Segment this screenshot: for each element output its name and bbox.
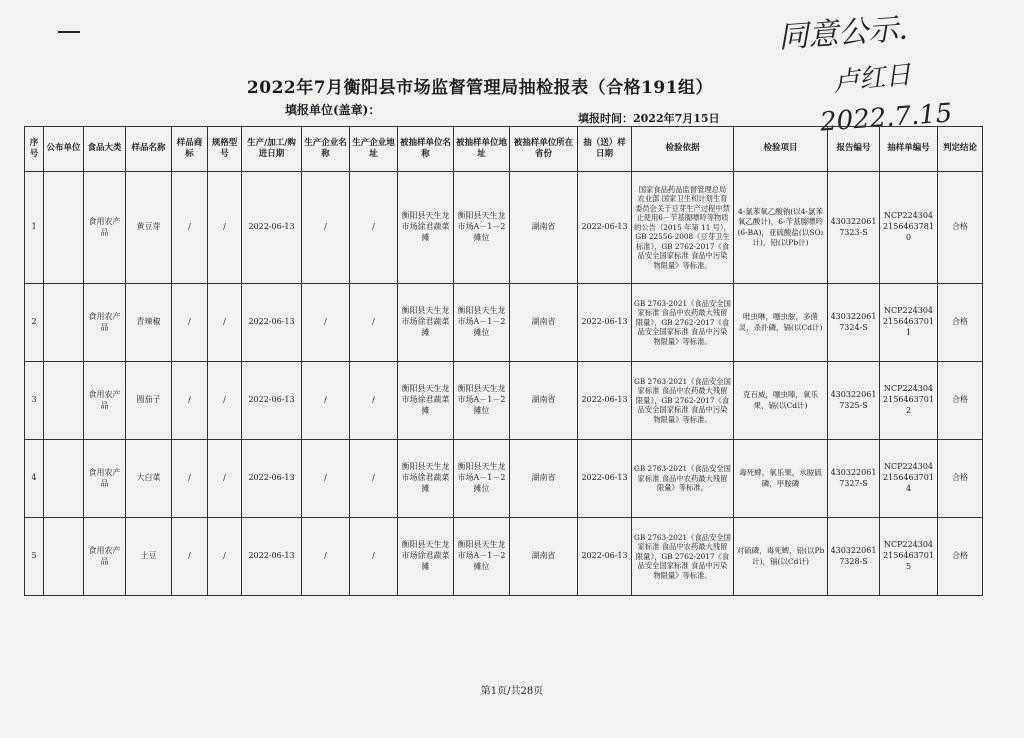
cell-report-no: 4303220617324-S	[828, 284, 880, 362]
cell-sample-date: 2022-06-13	[578, 518, 632, 596]
cell-producer: /	[302, 284, 350, 362]
cell-publisher	[44, 172, 84, 284]
cell-publisher	[44, 284, 84, 362]
header-cell: 生产企业名称	[302, 127, 350, 172]
table-row	[25, 518, 983, 596]
cell-province: 湖南省	[510, 172, 578, 284]
cell-result: 合格	[938, 362, 983, 440]
header-cell: 抽（送）样日期	[578, 127, 632, 172]
cell-sheet-no: NCP22430421564637015	[880, 518, 938, 596]
cell-result: 合格	[938, 284, 983, 362]
cell-spec: /	[208, 172, 242, 284]
handwritten-date: 2022.7.15	[819, 98, 954, 138]
cell-producer-address: /	[350, 172, 398, 284]
header-cell: 序号	[25, 127, 44, 172]
cell-production-date: 2022-06-13	[242, 284, 302, 362]
cell-no: 5	[25, 518, 44, 596]
cell-category: 食用农产品	[84, 440, 126, 518]
cell-producer: /	[302, 172, 350, 284]
cell-publisher	[44, 362, 84, 440]
cell-producer-address: /	[350, 518, 398, 596]
cell-publisher	[44, 440, 84, 518]
cell-sampled-unit: 衡阳县天生龙市场徐君蔬菜摊	[398, 362, 454, 440]
table-row	[25, 440, 983, 518]
reporting-unit-label: 填报单位(盖章)：	[285, 103, 381, 117]
header-cell: 抽样单编号	[880, 127, 938, 172]
cell-sampled-unit: 衡阳县天生龙市场徐君蔬菜摊	[398, 440, 454, 518]
header-cell: 公布单位	[44, 127, 84, 172]
cell-province: 湖南省	[510, 518, 578, 596]
table-header-row	[25, 127, 983, 172]
header-cell: 检验项目	[734, 127, 828, 172]
cell-sampled-address: 衡阳县天生龙市场A－1－2摊位	[454, 172, 510, 284]
cell-no: 3	[25, 362, 44, 440]
cell-sampled-address: 衡阳县天生龙市场A－1－2摊位	[454, 284, 510, 362]
cell-category: 食用农产品	[84, 362, 126, 440]
cell-no: 2	[25, 284, 44, 362]
cell-inspection-basis: GB 2763-2021《食品安全国家标准 食品中农药最大残留限量》，GB 2762-2017《食品安全国家标准 食品中污染物限量》等标准。	[632, 518, 734, 596]
cell-sample-name: 土豆	[126, 518, 172, 596]
cell-sampled-address: 衡阳县天生龙市场A－1－2摊位	[454, 518, 510, 596]
cell-sheet-no: NCP22430421564637810	[880, 172, 938, 284]
header-cell: 生产企业地址	[350, 127, 398, 172]
cell-sheet-no: NCP22430421564637011	[880, 284, 938, 362]
cell-province: 湖南省	[510, 362, 578, 440]
cell-production-date: 2022-06-13	[242, 440, 302, 518]
cell-producer: /	[302, 440, 350, 518]
cell-sample-date: 2022-06-13	[578, 362, 632, 440]
cell-sampled-unit: 衡阳县天生龙市场徐君蔬菜摊	[398, 172, 454, 284]
cell-sheet-no: NCP22430421564637012	[880, 362, 938, 440]
page-number: 第1页/共28页	[480, 686, 544, 697]
cell-report-no: 4303220617325-S	[828, 362, 880, 440]
cell-sample-date: 2022-06-13	[578, 284, 632, 362]
cell-spec: /	[208, 284, 242, 362]
cell-province: 湖南省	[510, 440, 578, 518]
cell-sample-date: 2022-06-13	[578, 440, 632, 518]
report-title: 2022年7月衡阳县市场监督管理局抽检报表（合格191组）	[246, 78, 714, 98]
cell-producer-address: /	[350, 440, 398, 518]
cell-sampled-unit: 衡阳县天生龙市场徐君蔬菜摊	[398, 284, 454, 362]
scan-mark	[58, 31, 80, 33]
header-cell: 食品大类	[84, 127, 126, 172]
cell-producer: /	[302, 362, 350, 440]
cell-sampled-address: 衡阳县天生龙市场A－1－2摊位	[454, 440, 510, 518]
cell-category: 食用农产品	[84, 172, 126, 284]
header-cell: 被抽样单位地址	[454, 127, 510, 172]
cell-brand: /	[172, 440, 208, 518]
cell-sample-name: 圆茄子	[126, 362, 172, 440]
header-cell: 样品名称	[126, 127, 172, 172]
cell-spec: /	[208, 518, 242, 596]
cell-inspection-basis: GB 2763-2021《食品安全国家标准 食品中农药最大残留限量》，GB 2762-2017《食品安全国家标准 食品中污染物限量》等标准。	[632, 284, 734, 362]
cell-sample-name: 青辣椒	[126, 284, 172, 362]
cell-spec: /	[208, 362, 242, 440]
cell-production-date: 2022-06-13	[242, 172, 302, 284]
cell-inspection-items: 4-氯苯氧乙酸钠(以4-氯苯氧乙酸计)，6-苄基腺嘌呤(6-BA)，亚硫酸盐(以SO₂计)，铅(以Pb计)	[734, 172, 828, 284]
cell-producer-address: /	[350, 284, 398, 362]
header-cell: 报告编号	[828, 127, 880, 172]
cell-sheet-no: NCP22430421564637014	[880, 440, 938, 518]
header-cell: 判定结论	[938, 127, 983, 172]
cell-sample-date: 2022-06-13	[578, 172, 632, 284]
handwritten-approval: 同意公示.	[777, 11, 909, 56]
cell-report-no: 4303220617327-S	[828, 440, 880, 518]
header-cell: 被抽样单位名称	[398, 127, 454, 172]
cell-inspection-items: 对硫磷，毒死蜱，铅(以Pb计)，镉(以Cd计)	[734, 518, 828, 596]
cell-sample-name: 黄豆芽	[126, 172, 172, 284]
header-cell: 生产/加工/购进日期	[242, 127, 302, 172]
cell-inspection-items: 毒死蜱，氧乐果，水胺硫磷，甲胺磷	[734, 440, 828, 518]
table-row	[25, 362, 983, 440]
cell-result: 合格	[938, 172, 983, 284]
cell-inspection-items: 克百威，噻虫嗪，氧乐果，镉(以Cd计)	[734, 362, 828, 440]
cell-publisher	[44, 518, 84, 596]
cell-inspection-basis: GB 2763-2021《食品安全国家标准 食品中农药最大残留限量》等标准。	[632, 440, 734, 518]
cell-category: 食用农产品	[84, 518, 126, 596]
cell-brand: /	[172, 172, 208, 284]
cell-no: 4	[25, 440, 44, 518]
cell-production-date: 2022-06-13	[242, 362, 302, 440]
cell-sampled-unit: 衡阳县天生龙市场徐君蔬菜摊	[398, 518, 454, 596]
cell-result: 合格	[938, 518, 983, 596]
table-row	[25, 172, 983, 284]
inspection-table	[24, 126, 983, 596]
cell-producer: /	[302, 518, 350, 596]
cell-result: 合格	[938, 440, 983, 518]
cell-inspection-basis: GB 2763-2021《食品安全国家标准 食品中农药最大残留限量》，GB 2762-2017《食品安全国家标准 食品中污染物限量》等标准。	[632, 362, 734, 440]
header-cell: 规格型号	[208, 127, 242, 172]
handwritten-signature: 卢红日	[831, 59, 913, 98]
cell-no: 1	[25, 172, 44, 284]
cell-report-no: 4303220617328-S	[828, 518, 880, 596]
cell-sample-name: 大白菜	[126, 440, 172, 518]
cell-brand: /	[172, 362, 208, 440]
header-cell: 被抽样单位所在省份	[510, 127, 578, 172]
cell-province: 湖南省	[510, 284, 578, 362]
cell-production-date: 2022-06-13	[242, 518, 302, 596]
cell-sampled-address: 衡阳县天生龙市场A－1－2摊位	[454, 362, 510, 440]
table-row	[25, 284, 983, 362]
cell-category: 食用农产品	[84, 284, 126, 362]
cell-spec: /	[208, 440, 242, 518]
cell-inspection-items: 吡虫啉，噻虫胺，多菌灵，杀扑磷，镉(以Cd计)	[734, 284, 828, 362]
cell-report-no: 4303220617323-S	[828, 172, 880, 284]
cell-brand: /	[172, 284, 208, 362]
cell-producer-address: /	[350, 362, 398, 440]
cell-brand: /	[172, 518, 208, 596]
reporting-date-label: 填报时间：2022年7月15日	[578, 112, 720, 125]
cell-inspection-basis: 国家食品药品监督管理总局 农业部 国家卫生和计划生育委员会关于豆芽生产过程中禁止使用6－苄基腺嘌呤等物质的公告（2015 年第 11 号），GB 22556-2008《豆芽卫生标准》，GB 2762-2017《食品安全国家标准 食品中污染物限量》等标准。	[632, 172, 734, 284]
header-cell: 检验依据	[632, 127, 734, 172]
header-cell: 样品商标	[172, 127, 208, 172]
